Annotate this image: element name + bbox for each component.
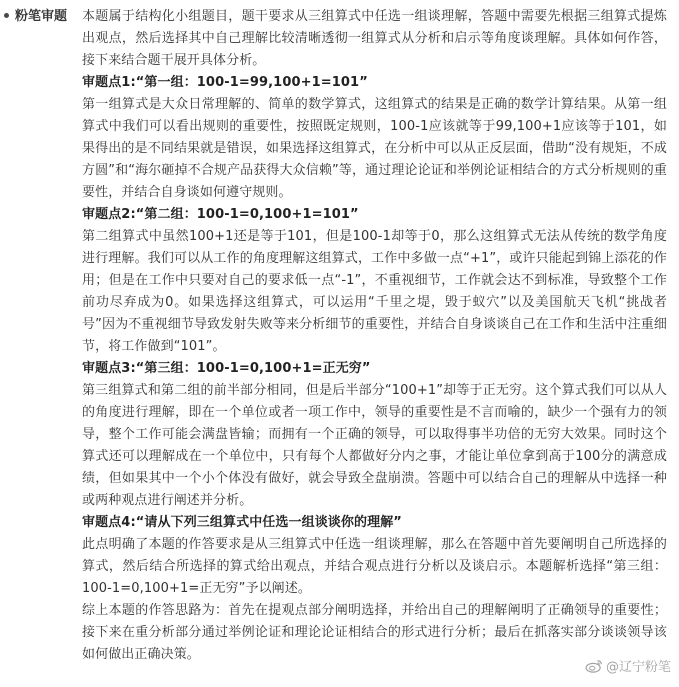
weibo-icon (585, 659, 603, 673)
review-point-4: 审题点4:“请从下列三组算式中任选一组谈谈你的理解” (82, 515, 402, 530)
point-1-paragraph: 第一组算式是大众日常理解的、简单的数学算式，这组算式的结果是正确的数学计算结果。从第一组算式中我们可以看出规则的重要性，按照既定规则，100-1应该就等于99,100+1应该等于101，如果得出的是不同结果就是错误，如果选择这组算式，在分析中可以从正反层面，借助“没有规矩，不成方圆”和“海尔砸掉不合规产品获得大众信赖”等，通过理论论证和举例论证相结合的方式分析规则的重要性，并结合自身谈如何遵守规则。 (82, 97, 667, 200)
summary-paragraph: 综上本题的作答思路为：首先在提观点部分阐明选择，并给出自己的理解阐明了正确领导的重要性；接下来在重分析部分通过举例论证和理论论证相结合的形式进行分析；最后在抓落实部分谈谈领导该如何做出正确决策。 (82, 603, 667, 662)
watermark-text: @辽宁粉笔 (605, 660, 671, 675)
intro-paragraph: 本题属于结构化小组题目，题干要求从三组算式中任选一组谈理解，答题中需要先根据三组算式提炼出观点，然后选择其中自己理解比较清晰透彻一组算式从分析和启示等角度谈理解。具体如何作答，接下来结合题干展开具体分析。 (82, 9, 667, 68)
section-label-text: 粉笔审题 (15, 9, 68, 24)
watermark (585, 656, 671, 675)
bullet-icon (4, 13, 9, 18)
review-point-1: 审题点1:“第一组：100-1=99,100+1=101” (82, 75, 368, 90)
point-3-paragraph: 第三组算式和第二组的前半部分相同，但是后半部分“100+1”却等于正无穷。这个算式我们可以从人的角度进行理解，即在一个单位或者一项工作中，领导的重要性是不言而喻的，缺少一个强有力的领导，整个工作可能会满盘皆输；而拥有一个正确的领导，可以取得事半功倍的无穷大效果。同时这个算式还可以理解成在一个单位中，只有每个人都做好分内之事，才能让单位拿到高于100分的满意成绩，但如果其中一个小个体没有做好，就会导致全盘崩溃。答题中可以结合自己的理解从中选择一种或两种观点进行阐述并分析。 (82, 383, 667, 508)
review-point-2: 审题点2:“第二组：100-1=0,100+1=101” (82, 207, 359, 222)
review-point-3: 审题点3:“第三组：100-1=0,100+1=正无穷” (82, 361, 371, 376)
section-label (0, 6, 76, 28)
point-2-paragraph: 第二组算式中虽然100+1还是等于101，但是100-1却等于0，那么这组算式无法从传统的数学角度进行理解。我们可以从工作的角度理解这组算式，工作中多做一点“+1”，或许只能起到锦上添花的作用；但是在工作中只要对自己的要求低一点“-1”，不重视细节，工作就会达不到标准，导致整个工作前功尽弃成为0。如果选择这组算式，可以运用“千里之堤，毁于蚁穴”以及美国航天飞机“挑战者号”因为不重视细节导致发射失败等来分析细节的重要性，并结合自身谈谈自己在工作和生活中注重细节，将工作做到“101”。 (82, 229, 667, 354)
point-4-paragraph: 此点明确了本题的作答要求是从三组算式中任选一组谈理解，那么在答题中首先要阐明自己所选择的算式，然后结合所选择的算式给出观点，并结合观点进行分析以及谈启示。本题解析选择“第三组：100-1=0,100+1=正无穷”予以阐述。 (82, 537, 667, 596)
analysis-content (82, 6, 667, 666)
